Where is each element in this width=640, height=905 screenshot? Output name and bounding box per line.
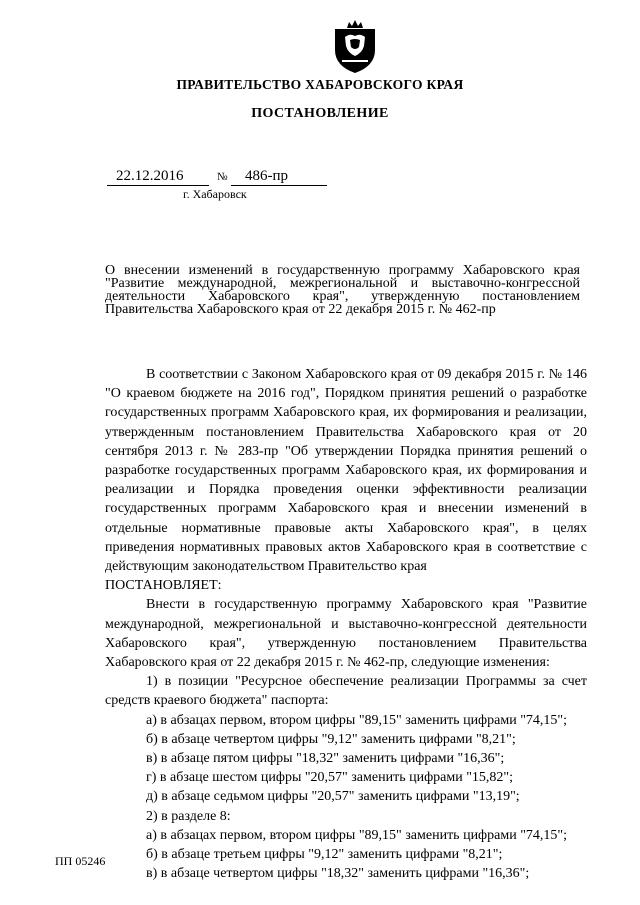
- list-subitem: а) в абзацах первом, втором цифры "89,15" заменить цифрами "74,15";: [146, 827, 568, 843]
- list-subitem: а) в абзацах первом, втором цифры "89,15" заменить цифрами "74,15";: [146, 712, 568, 728]
- list-item-2: 2) в разделе 8:: [146, 808, 231, 824]
- document-body: [105, 365, 587, 883]
- list-subitem: в) в абзаце пятом цифры "18,32" заменить цифрами "16,36";: [146, 751, 505, 767]
- resolves-heading: ПОСТАНОВЛЯЕТ:: [105, 578, 222, 594]
- number-underline: [231, 185, 327, 186]
- date-number-line: [107, 168, 332, 186]
- city: г. Хабаровск: [183, 187, 247, 201]
- coat-of-arms-icon: [332, 20, 378, 74]
- number-sign: №: [217, 171, 228, 183]
- list-subitem: б) в абзаце третьем цифры "9,12" заменить цифрами "8,21";: [146, 847, 503, 863]
- list-item-1: 1) в позиции "Ресурсное обеспечение реализации Программы за счет средств краевого бюджета" паспорта:: [105, 674, 587, 709]
- list-subitem: г) в абзаце шестом цифры "20,57" заменить цифрами "15,82";: [146, 770, 514, 786]
- document-date: 22.12.2016: [116, 168, 184, 184]
- document-subject: О внесении изменений в государственную программу Хабаровского края "Развитие международной, межрегиональной и выставочно-конгрессной деятельности Хабаровского края", утвержденную постановлением Правительства Хабаровского края от 22 декабря 2015 г. № 462-пр: [105, 263, 580, 317]
- list-subitem: б) в абзаце четвертом цифры "9,12" заменить цифрами "8,21";: [146, 731, 516, 747]
- document-number: 486-пр: [245, 168, 289, 184]
- intro-paragraph: Внести в государственную программу Хабаровского края "Развитие международной, межрегиональной и выставочно-конгрессной деятельности Хабаровского края", утвержденную постановлением Правительства Хабаровского края от 22 декабря 2015 г. № 462-пр, следующие изменения:: [105, 597, 587, 671]
- document-code: ПП 05246: [55, 854, 106, 868]
- government-name: ПРАВИТЕЛЬСТВО ХАБАРОВСКОГО КРАЯ: [176, 77, 464, 92]
- preamble-paragraph: В соответствии с Законом Хабаровского края от 09 декабря 2015 г. № 146 "О краевом бюджете на 2016 год", Порядком принятия решений о разработке государственных программ Хабаровского края, их формирования и реализации, утвержденным постановлением Правительства Хабаровского края от 20 сентября 2013 г. № 283-пр "Об утверждении Порядка принятия решений о разработке государственных программ Хабаровского края, их формирования и реализации и Порядка проведения оценки эффективности реализации государственных программ Хабаровского края и внесении изменений в отдельные нормативные правовые акты Хабаровского края", в целях приведения нормативных правовых актов Хабаровского края в соответствие с действующим законодательством Правительство края: [105, 367, 587, 575]
- list-subitem: д) в абзаце седьмом цифры "20,57" заменить цифрами "13,19";: [146, 789, 520, 805]
- list-subitem: в) в абзаце четвертом цифры "18,32" заменить цифрами "16,36";: [146, 866, 530, 882]
- document-type: ПОСТАНОВЛЕНИЕ: [251, 106, 389, 121]
- date-underline: [107, 185, 209, 186]
